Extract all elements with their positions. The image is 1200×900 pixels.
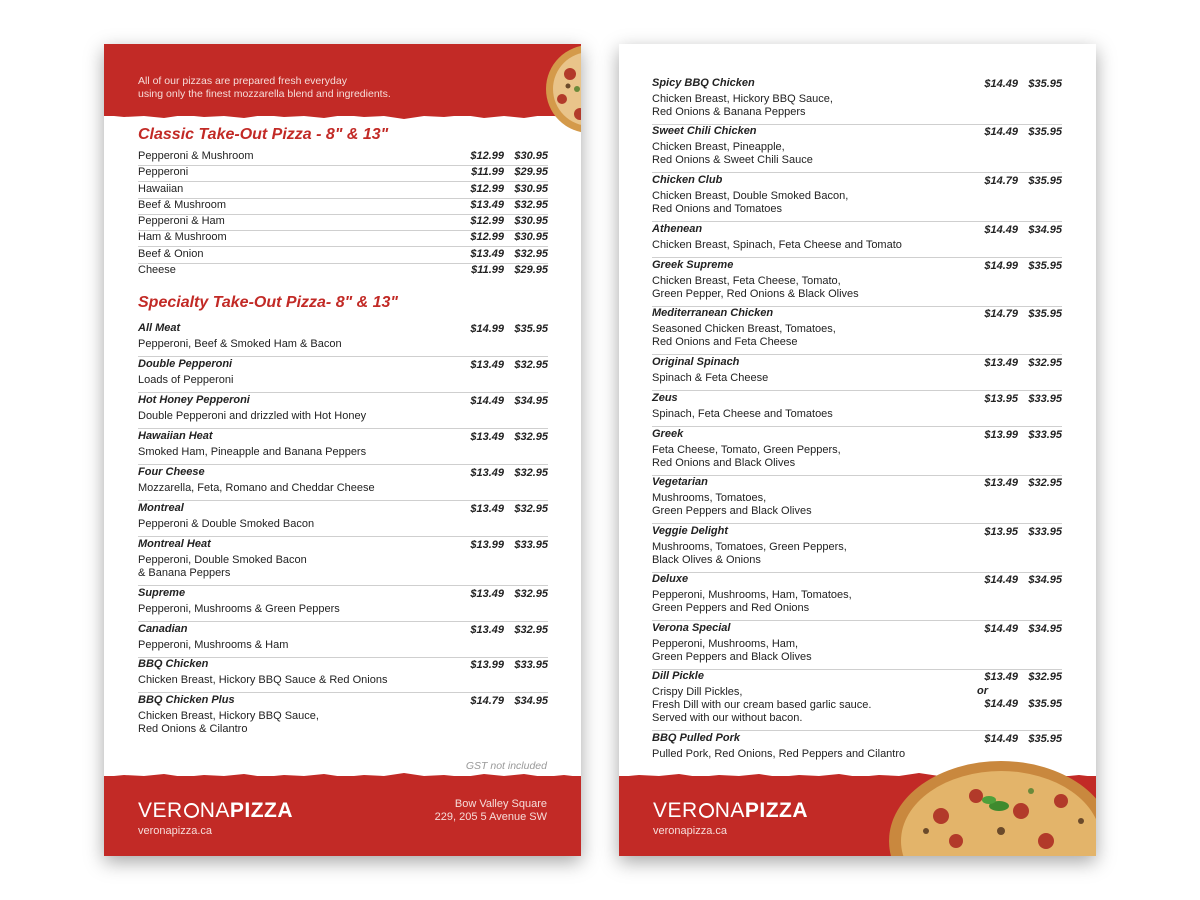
pizza-name: Athenean bbox=[652, 223, 703, 235]
price-8-inch: $12.99 bbox=[470, 215, 504, 227]
pizza-name: BBQ Chicken Plus bbox=[138, 694, 235, 706]
pizza-description: Feta Cheese, Tomato, Green Peppers, Red Onions and Black Olives bbox=[652, 444, 841, 469]
logo-text-ver: VER bbox=[138, 799, 183, 822]
pizza-name: BBQ Pulled Pork bbox=[652, 732, 741, 744]
price-13-inch: $33.95 bbox=[514, 539, 548, 551]
logo-o-icon bbox=[699, 803, 714, 818]
pizza-name: Greek bbox=[652, 428, 684, 440]
price-8-inch: $14.49 bbox=[984, 126, 1018, 138]
price-13-inch: $35.95 bbox=[1028, 308, 1062, 320]
price-8-inch: $14.99 bbox=[470, 323, 504, 335]
pizza-name: Pepperoni & Ham bbox=[138, 215, 225, 227]
website-text: veronapizza.ca bbox=[653, 825, 727, 837]
pizza-name: Mediterranean Chicken bbox=[652, 307, 774, 319]
classic-section-title: Classic Take-Out Pizza - 8" & 13" bbox=[138, 126, 389, 143]
specialty-menu-item bbox=[652, 428, 1062, 476]
price-13-inch: $34.95 bbox=[1028, 224, 1062, 236]
pizza-name: Hawaiian Heat bbox=[138, 430, 213, 442]
pizza-description: Smoked Ham, Pineapple and Banana Peppers bbox=[138, 446, 367, 458]
pizza-name: Cheese bbox=[138, 264, 176, 276]
pizza-name: Canadian bbox=[138, 623, 188, 635]
price-13-inch: $32.95 bbox=[1028, 671, 1062, 683]
price-8-inch: $13.95 bbox=[984, 393, 1018, 405]
pizza-description: Chicken Breast, Hickory BBQ Sauce & Red Onions bbox=[138, 674, 388, 686]
price-13-inch: $33.95 bbox=[1028, 393, 1062, 405]
specialty-menu-item bbox=[138, 658, 548, 693]
pizza-name: Sweet Chili Chicken bbox=[652, 125, 757, 137]
pizza-description: Mushrooms, Tomatoes, Green Peppers and Black Olives bbox=[652, 492, 812, 517]
pizza-name: Ham & Mushroom bbox=[138, 231, 227, 243]
price-8-inch: $14.49 bbox=[984, 574, 1018, 586]
pizza-name: Supreme bbox=[138, 587, 186, 599]
specialty-menu-item bbox=[652, 223, 1062, 258]
price-8-inch: $14.49 bbox=[984, 733, 1018, 745]
specialty-menu-item bbox=[652, 174, 1062, 222]
price-13-inch: $32.95 bbox=[514, 248, 548, 260]
price-13-inch: $32.95 bbox=[514, 624, 548, 636]
specialty-menu-item bbox=[652, 670, 1062, 731]
pizza-name: Deluxe bbox=[652, 573, 689, 585]
pizza-name: All Meat bbox=[138, 322, 181, 334]
price-13-inch: $35.95 bbox=[1028, 78, 1062, 90]
price-8-inch: $13.49 bbox=[984, 477, 1018, 489]
pizza-name: BBQ Chicken bbox=[138, 658, 209, 670]
specialty-menu-item bbox=[652, 622, 1062, 670]
logo-text-na: NA bbox=[714, 799, 745, 822]
pizza-name: Hawaiian bbox=[138, 183, 184, 195]
pizza-description: Chicken Breast, Double Smoked Bacon, Red Onions and Tomatoes bbox=[652, 190, 849, 215]
price-13-inch: $32.95 bbox=[514, 199, 548, 211]
price-8-inch: $13.49 bbox=[470, 248, 504, 260]
website-text: veronapizza.ca bbox=[138, 825, 212, 837]
pizza-description: Chicken Breast, Hickory BBQ Sauce, Red Onions & Banana Peppers bbox=[652, 93, 833, 118]
specialty-menu-item bbox=[138, 466, 548, 501]
pizza-name: Montreal bbox=[138, 502, 184, 514]
price-8-inch: $12.99 bbox=[470, 183, 504, 195]
address bbox=[435, 798, 547, 824]
price-8-inch: $13.49 bbox=[984, 671, 1018, 683]
pizza-description: Pepperoni & Double Smoked Bacon bbox=[138, 518, 315, 530]
price-13-inch: $29.95 bbox=[514, 166, 548, 178]
specialty-menu-item bbox=[652, 307, 1062, 355]
pizza-description: Pepperoni, Double Smoked Bacon & Banana Peppers bbox=[138, 554, 307, 579]
pizza-description: Double Pepperoni and drizzled with Hot Honey bbox=[138, 410, 367, 422]
price-8-inch: $14.79 bbox=[984, 175, 1018, 187]
price-8-inch: $14.79 bbox=[984, 308, 1018, 320]
pizza-description: Mozzarella, Feta, Romano and Cheddar Cheese bbox=[138, 482, 375, 494]
price-8-inch: $12.99 bbox=[470, 150, 504, 162]
pizza-description: Pepperoni, Beef & Smoked Ham & Bacon bbox=[138, 338, 342, 350]
price-8-inch: $11.99 bbox=[471, 264, 504, 276]
price-8-inch: $14.49 bbox=[984, 623, 1018, 635]
price-13-inch: $30.95 bbox=[514, 183, 548, 195]
price-8-inch: $14.49 bbox=[984, 224, 1018, 236]
price-8-inch: $13.99 bbox=[470, 659, 504, 671]
specialty-menu-item bbox=[138, 538, 548, 586]
price-13-inch-with-bacon: $35.95 bbox=[1028, 698, 1062, 710]
price-13-inch: $33.95 bbox=[514, 659, 548, 671]
price-13-inch: $35.95 bbox=[1028, 175, 1062, 187]
specialty-menu-item bbox=[652, 356, 1062, 391]
intro-line-1: All of our pizzas are prepared fresh everyday bbox=[138, 75, 347, 87]
pizza-slice-image bbox=[532, 44, 581, 139]
gst-note: GST not included bbox=[465, 760, 547, 772]
intro-line-2: using only the finest mozzarella blend and ingredients. bbox=[138, 88, 391, 100]
specialty-menu-item bbox=[652, 573, 1062, 621]
price-13-inch: $32.95 bbox=[514, 503, 548, 515]
price-8-inch: $13.49 bbox=[470, 624, 504, 636]
price-13-inch: $35.95 bbox=[1028, 733, 1062, 745]
pizza-name: Beef & Onion bbox=[138, 248, 204, 260]
logo-text-pizza: PIZZA bbox=[744, 799, 809, 822]
specialty-menu-item bbox=[652, 259, 1062, 307]
pizza-description: Loads of Pepperoni bbox=[138, 374, 234, 386]
price-13-inch: $32.95 bbox=[514, 431, 548, 443]
torn-edge-decoration bbox=[104, 112, 581, 120]
specialty-section-title: Specialty Take-Out Pizza- 8" & 13" bbox=[138, 294, 398, 311]
address-line-2: 229, 205 5 Avenue SW bbox=[434, 811, 547, 823]
pizza-description: Pepperoni, Mushrooms, Ham, Green Peppers and Black Olives bbox=[652, 638, 812, 663]
price-13-inch: $32.95 bbox=[514, 359, 548, 371]
price-13-inch: $30.95 bbox=[514, 231, 548, 243]
brand-logo bbox=[653, 799, 808, 823]
specialty-menu-item bbox=[652, 125, 1062, 173]
pizza-name: Montreal Heat bbox=[138, 538, 211, 550]
pizza-description: Spinach & Feta Cheese bbox=[652, 372, 769, 384]
price-13-inch: $32.95 bbox=[1028, 357, 1062, 369]
pizza-name: Four Cheese bbox=[138, 466, 205, 478]
pizza-description: Mushrooms, Tomatoes, Green Peppers, Black Olives & Onions bbox=[652, 541, 847, 566]
pizza-name: Greek Supreme bbox=[652, 259, 734, 271]
classic-menu-row bbox=[138, 215, 548, 231]
price-8-inch: $12.99 bbox=[470, 231, 504, 243]
pizza-name: Original Spinach bbox=[652, 356, 740, 368]
brand-logo bbox=[138, 799, 293, 823]
pizza-name: Beef & Mushroom bbox=[138, 199, 227, 211]
price-8-inch: $13.49 bbox=[984, 357, 1018, 369]
specialty-menu-item bbox=[138, 587, 548, 622]
price-13-inch: $33.95 bbox=[1028, 526, 1062, 538]
pizza-name: Zeus bbox=[652, 392, 678, 404]
pizza-name: Pepperoni bbox=[138, 166, 189, 178]
price-8-inch: $13.95 bbox=[984, 526, 1018, 538]
price-8-inch: $13.99 bbox=[470, 539, 504, 551]
price-8-inch: $14.49 bbox=[984, 78, 1018, 90]
pizza-description: Crispy Dill Pickles, Fresh Dill with our cream based garlic sauce. Served with our without bacon. bbox=[652, 686, 872, 724]
pizza-name: Dill Pickle bbox=[652, 670, 704, 682]
price-8-inch: $13.49 bbox=[470, 199, 504, 211]
price-13-inch: $32.95 bbox=[514, 467, 548, 479]
specialty-menu-item bbox=[652, 525, 1062, 573]
specialty-menu-item bbox=[138, 623, 548, 658]
price-8-inch: $13.49 bbox=[470, 359, 504, 371]
price-13-inch: $35.95 bbox=[1028, 126, 1062, 138]
price-8-inch: $14.49 bbox=[470, 395, 504, 407]
price-13-inch: $33.95 bbox=[1028, 429, 1062, 441]
pizza-name: Veggie Delight bbox=[652, 525, 728, 537]
logo-text-ver: VER bbox=[653, 799, 698, 822]
pizza-description: Spinach, Feta Cheese and Tomatoes bbox=[652, 408, 833, 420]
price-8-inch: $14.79 bbox=[470, 695, 504, 707]
classic-menu-row bbox=[138, 183, 548, 199]
classic-menu-row bbox=[138, 199, 548, 215]
pizza-description: Pepperoni, Mushrooms, Ham, Tomatoes, Green Peppers and Red Onions bbox=[652, 589, 852, 614]
price-8-inch: $13.49 bbox=[470, 467, 504, 479]
pizza-description: Chicken Breast, Feta Cheese, Tomato, Green Pepper, Red Onions & Black Olives bbox=[652, 275, 859, 300]
pizza-description: Chicken Breast, Hickory BBQ Sauce, Red Onions & Cilantro bbox=[138, 710, 319, 735]
price-8-inch: $13.49 bbox=[470, 503, 504, 515]
intro-text bbox=[138, 75, 468, 101]
specialty-menu-item bbox=[652, 392, 1062, 427]
price-8-inch: $13.49 bbox=[470, 431, 504, 443]
pizza-name: Spicy BBQ Chicken bbox=[652, 77, 755, 89]
price-13-inch: $34.95 bbox=[1028, 623, 1062, 635]
classic-menu-row bbox=[138, 248, 548, 264]
specialty-menu-item bbox=[138, 430, 548, 465]
pizza-description: Pulled Pork, Red Onions, Red Peppers and Cilantro bbox=[652, 748, 906, 760]
pizza-name: Double Pepperoni bbox=[138, 358, 233, 370]
menu-page-2 bbox=[619, 44, 1096, 856]
price-13-inch: $30.95 bbox=[514, 150, 548, 162]
pizza-name: Chicken Club bbox=[652, 174, 723, 186]
logo-text-na: NA bbox=[199, 799, 230, 822]
pizza-description: Pepperoni, Mushrooms & Ham bbox=[138, 639, 289, 651]
price-8-inch: $13.49 bbox=[470, 588, 504, 600]
specialty-menu-item bbox=[138, 394, 548, 429]
specialty-menu-item bbox=[138, 322, 548, 357]
classic-menu-row bbox=[138, 166, 548, 182]
pizza-name: Verona Special bbox=[652, 622, 731, 634]
pizza-description: Chicken Breast, Pineapple, Red Onions & Sweet Chili Sauce bbox=[652, 141, 813, 166]
classic-menu-row bbox=[138, 264, 548, 279]
specialty-menu-item bbox=[652, 476, 1062, 524]
price-13-inch: $29.95 bbox=[514, 264, 548, 276]
pizza-description: Pepperoni, Mushrooms & Green Peppers bbox=[138, 603, 340, 615]
specialty-menu-item bbox=[138, 358, 548, 393]
specialty-menu-item bbox=[138, 502, 548, 537]
classic-menu-row bbox=[138, 150, 548, 166]
pizza-description: Seasoned Chicken Breast, Tomatoes, Red Onions and Feta Cheese bbox=[652, 323, 836, 348]
pizza-description: Chicken Breast, Spinach, Feta Cheese and Tomato bbox=[652, 239, 902, 251]
pizza-name: Hot Honey Pepperoni bbox=[138, 394, 250, 406]
price-13-inch: $34.95 bbox=[514, 395, 548, 407]
specialty-menu-item bbox=[652, 77, 1062, 125]
price-13-inch: $30.95 bbox=[514, 215, 548, 227]
price-or-label: or bbox=[977, 685, 988, 697]
price-13-inch: $34.95 bbox=[1028, 574, 1062, 586]
pizza-name: Vegetarian bbox=[652, 476, 708, 488]
classic-menu-row bbox=[138, 231, 548, 247]
price-13-inch: $35.95 bbox=[514, 323, 548, 335]
price-13-inch: $32.95 bbox=[1028, 477, 1062, 489]
logo-o-icon bbox=[184, 803, 199, 818]
specialty-menu-item bbox=[138, 694, 548, 734]
price-8-inch: $11.99 bbox=[471, 166, 504, 178]
price-13-inch: $35.95 bbox=[1028, 260, 1062, 272]
price-8-inch-with-bacon: $14.49 bbox=[984, 698, 1018, 710]
price-8-inch: $14.99 bbox=[984, 260, 1018, 272]
price-13-inch: $34.95 bbox=[514, 695, 548, 707]
address-line-1: Bow Valley Square bbox=[454, 798, 547, 810]
price-13-inch: $32.95 bbox=[514, 588, 548, 600]
menu-page-1 bbox=[104, 44, 581, 856]
price-8-inch: $13.99 bbox=[984, 429, 1018, 441]
pizza-image bbox=[881, 756, 1096, 856]
logo-text-pizza: PIZZA bbox=[229, 799, 294, 822]
pizza-name: Pepperoni & Mushroom bbox=[138, 150, 254, 162]
